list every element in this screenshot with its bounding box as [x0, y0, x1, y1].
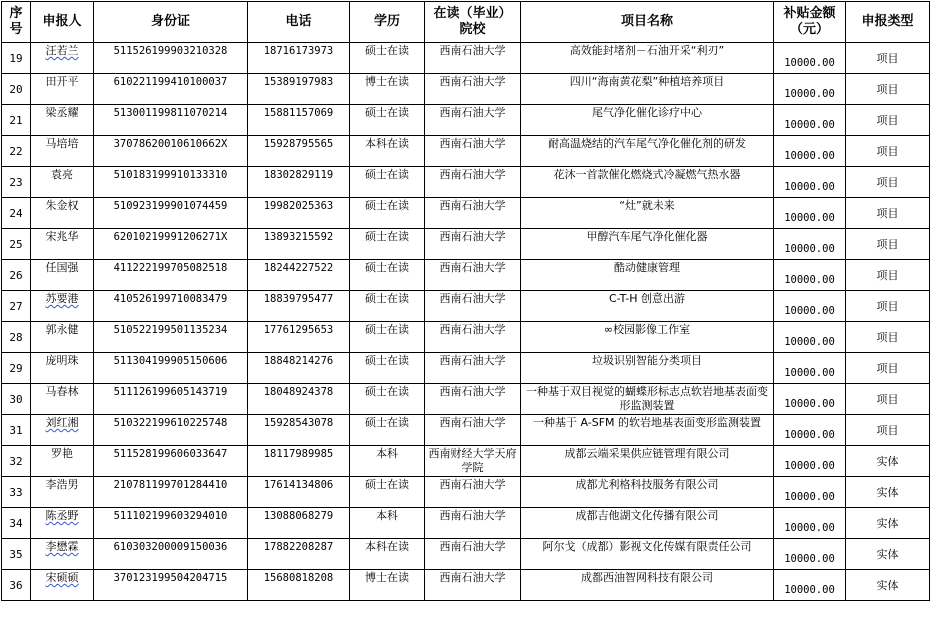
row-project-name: 尾气净化催化诊疗中心	[521, 105, 774, 136]
applicant-table	[1, 1, 930, 601]
row-applicant-name: 李懋霖	[31, 539, 94, 570]
row-project-name: 四川“海南黄花梨”种植培养项目	[521, 74, 774, 105]
header-amount: 补贴金额（元）	[774, 2, 846, 43]
row-seq: 21	[2, 105, 31, 136]
header-type: 申报类型	[846, 2, 930, 43]
row-type: 项目	[846, 260, 930, 291]
table-row	[2, 43, 930, 74]
row-school: 西南石油大学	[425, 322, 521, 353]
row-id-card: 37078620010610662X	[94, 136, 248, 167]
row-type: 项目	[846, 43, 930, 74]
header-seq: 序号	[2, 2, 31, 43]
row-school: 西南石油大学	[425, 105, 521, 136]
row-type: 项目	[846, 105, 930, 136]
row-phone: 15881157069	[248, 105, 350, 136]
row-type: 项目	[846, 136, 930, 167]
row-project-name: 高效能封堵剂－石油开采“利刃”	[521, 43, 774, 74]
row-school: 西南石油大学	[425, 384, 521, 415]
row-type: 项目	[846, 415, 930, 446]
header-education: 学历	[350, 2, 425, 43]
row-seq: 35	[2, 539, 31, 570]
row-id-card: 510522199501135234	[94, 322, 248, 353]
row-school: 西南财经大学天府学院	[425, 446, 521, 477]
row-type: 项目	[846, 198, 930, 229]
row-project-name: 花沐一首款催化燃烧式冷凝燃气热水器	[521, 167, 774, 198]
row-amount: 10000.00	[774, 260, 846, 291]
row-amount: 10000.00	[774, 74, 846, 105]
row-applicant-name: 刘红湘	[31, 415, 94, 446]
row-education: 博士在读	[350, 74, 425, 105]
row-phone: 18244227522	[248, 260, 350, 291]
row-school: 西南石油大学	[425, 539, 521, 570]
row-education: 硕士在读	[350, 105, 425, 136]
row-education: 本科	[350, 446, 425, 477]
row-applicant-name: 袁亮	[31, 167, 94, 198]
row-amount: 10000.00	[774, 291, 846, 322]
row-education: 硕士在读	[350, 260, 425, 291]
row-project-name: 垃圾识别智能分类项目	[521, 353, 774, 384]
row-amount: 10000.00	[774, 167, 846, 198]
row-school: 西南石油大学	[425, 43, 521, 74]
row-project-name: 成都西油智网科技有限公司	[521, 570, 774, 601]
row-type: 项目	[846, 322, 930, 353]
row-amount: 10000.00	[774, 322, 846, 353]
row-applicant-name: 田开平	[31, 74, 94, 105]
row-amount: 10000.00	[774, 539, 846, 570]
row-project-name: 成都云端采果供应链管理有限公司	[521, 446, 774, 477]
row-phone: 15680818208	[248, 570, 350, 601]
row-applicant-name: 庞明珠	[31, 353, 94, 384]
row-phone: 18302829119	[248, 167, 350, 198]
row-school: 西南石油大学	[425, 136, 521, 167]
row-project-name: 一种基于 A-SFM 的软岩地基表面变形监测装置	[521, 415, 774, 446]
row-phone: 19982025363	[248, 198, 350, 229]
row-seq: 33	[2, 477, 31, 508]
row-education: 硕士在读	[350, 477, 425, 508]
row-education: 硕士在读	[350, 43, 425, 74]
row-amount: 10000.00	[774, 43, 846, 74]
row-id-card: 510923199901074459	[94, 198, 248, 229]
row-project-name: “灶”就未来	[521, 198, 774, 229]
table-header-row	[2, 2, 930, 43]
row-type: 实体	[846, 539, 930, 570]
row-project-name: 成都尤利格科技服务有限公司	[521, 477, 774, 508]
table-row	[2, 260, 930, 291]
row-type: 项目	[846, 353, 930, 384]
row-amount: 10000.00	[774, 446, 846, 477]
row-applicant-name: 马春林	[31, 384, 94, 415]
row-phone: 17614134806	[248, 477, 350, 508]
row-project-name: 耐高温烧结的汽车尾气净化催化剂的研发	[521, 136, 774, 167]
row-education: 本科	[350, 508, 425, 539]
table-row	[2, 74, 930, 105]
row-applicant-name: 宋硕硕	[31, 570, 94, 601]
row-applicant-name: 苏要港	[31, 291, 94, 322]
row-seq: 19	[2, 43, 31, 74]
row-seq: 20	[2, 74, 31, 105]
row-id-card: 411222199705082518	[94, 260, 248, 291]
row-education: 硕士在读	[350, 322, 425, 353]
table-row	[2, 477, 930, 508]
row-school: 西南石油大学	[425, 198, 521, 229]
row-applicant-name: 马培培	[31, 136, 94, 167]
row-amount: 10000.00	[774, 198, 846, 229]
row-id-card: 410526199710083479	[94, 291, 248, 322]
row-type: 项目	[846, 291, 930, 322]
row-amount: 10000.00	[774, 477, 846, 508]
row-type: 实体	[846, 477, 930, 508]
row-amount: 10000.00	[774, 570, 846, 601]
table-row	[2, 446, 930, 477]
table-row	[2, 167, 930, 198]
header-school: 在读（毕业）院校	[425, 2, 521, 43]
row-education: 博士在读	[350, 570, 425, 601]
table-row	[2, 570, 930, 601]
row-type: 项目	[846, 229, 930, 260]
row-amount: 10000.00	[774, 353, 846, 384]
row-amount: 10000.00	[774, 136, 846, 167]
row-phone: 18048924378	[248, 384, 350, 415]
row-seq: 23	[2, 167, 31, 198]
row-school: 西南石油大学	[425, 570, 521, 601]
row-school: 西南石油大学	[425, 260, 521, 291]
row-applicant-name: 宋兆华	[31, 229, 94, 260]
table-row	[2, 353, 930, 384]
table-row	[2, 105, 930, 136]
row-project-name: 甲醇汽车尾气净化催化器	[521, 229, 774, 260]
row-type: 实体	[846, 446, 930, 477]
table-row	[2, 136, 930, 167]
row-id-card: 511102199603294010	[94, 508, 248, 539]
row-amount: 10000.00	[774, 508, 846, 539]
row-phone: 17882208287	[248, 539, 350, 570]
row-amount: 10000.00	[774, 384, 846, 415]
row-phone: 18848214276	[248, 353, 350, 384]
row-education: 硕士在读	[350, 291, 425, 322]
row-type: 项目	[846, 167, 930, 198]
row-project-name: C-T-H 创意出游	[521, 291, 774, 322]
row-project-name: 成都吉他湖文化传播有限公司	[521, 508, 774, 539]
row-phone: 13893215592	[248, 229, 350, 260]
row-id-card: 511528199606033647	[94, 446, 248, 477]
row-type: 项目	[846, 74, 930, 105]
row-school: 西南石油大学	[425, 291, 521, 322]
row-id-card: 510322199610225748	[94, 415, 248, 446]
row-phone: 15928795565	[248, 136, 350, 167]
row-applicant-name: 郭永健	[31, 322, 94, 353]
row-type: 项目	[846, 384, 930, 415]
row-id-card: 510183199910133310	[94, 167, 248, 198]
row-project-name: 酷动健康管理	[521, 260, 774, 291]
row-school: 西南石油大学	[425, 508, 521, 539]
table-row	[2, 291, 930, 322]
row-applicant-name: 罗艳	[31, 446, 94, 477]
row-school: 西南石油大学	[425, 229, 521, 260]
row-seq: 34	[2, 508, 31, 539]
row-applicant-name: 李浩男	[31, 477, 94, 508]
row-education: 硕士在读	[350, 415, 425, 446]
row-seq: 30	[2, 384, 31, 415]
table-row	[2, 322, 930, 353]
row-project-name: 一种基于双目视觉的蝴蝶形标志点软岩地基表面变形监测装置	[521, 384, 774, 415]
row-school: 西南石油大学	[425, 167, 521, 198]
row-school: 西南石油大学	[425, 74, 521, 105]
table-row	[2, 415, 930, 446]
row-seq: 28	[2, 322, 31, 353]
row-seq: 32	[2, 446, 31, 477]
row-type: 实体	[846, 508, 930, 539]
row-seq: 25	[2, 229, 31, 260]
row-id-card: 511304199905150606	[94, 353, 248, 384]
row-id-card: 511526199903210328	[94, 43, 248, 74]
row-id-card: 511126199605143719	[94, 384, 248, 415]
row-education: 硕士在读	[350, 229, 425, 260]
row-applicant-name: 汪若兰	[31, 43, 94, 74]
header-phone: 电话	[248, 2, 350, 43]
row-type: 实体	[846, 570, 930, 601]
row-applicant-name: 任国强	[31, 260, 94, 291]
table-row	[2, 384, 930, 415]
header-project: 项目名称	[521, 2, 774, 43]
row-education: 硕士在读	[350, 167, 425, 198]
row-amount: 10000.00	[774, 229, 846, 260]
row-seq: 22	[2, 136, 31, 167]
row-school: 西南石油大学	[425, 353, 521, 384]
table-row	[2, 198, 930, 229]
row-education: 本科在读	[350, 539, 425, 570]
row-id-card: 513001199811070214	[94, 105, 248, 136]
row-id-card: 210781199701284410	[94, 477, 248, 508]
row-applicant-name: 朱金权	[31, 198, 94, 229]
row-education: 硕士在读	[350, 384, 425, 415]
row-id-card: 370123199504204715	[94, 570, 248, 601]
row-applicant-name: 陈丞野	[31, 508, 94, 539]
row-phone: 17761295653	[248, 322, 350, 353]
row-phone: 15389197983	[248, 74, 350, 105]
row-phone: 18117989985	[248, 446, 350, 477]
row-id-card: 610303200009150036	[94, 539, 248, 570]
row-seq: 24	[2, 198, 31, 229]
table-row	[2, 229, 930, 260]
row-project-name: 阿尔戈（成都）影视文化传媒有限责任公司	[521, 539, 774, 570]
row-seq: 26	[2, 260, 31, 291]
row-school: 西南石油大学	[425, 415, 521, 446]
header-applicant: 申报人	[31, 2, 94, 43]
row-amount: 10000.00	[774, 415, 846, 446]
row-education: 本科在读	[350, 136, 425, 167]
row-amount: 10000.00	[774, 105, 846, 136]
table-row	[2, 508, 930, 539]
row-education: 硕士在读	[350, 198, 425, 229]
row-id-card: 62010219991206271X	[94, 229, 248, 260]
row-phone: 18839795477	[248, 291, 350, 322]
row-education: 硕士在读	[350, 353, 425, 384]
table-row	[2, 539, 930, 570]
row-phone: 15928543078	[248, 415, 350, 446]
row-applicant-name: 梁丞耀	[31, 105, 94, 136]
row-id-card: 610221199410100037	[94, 74, 248, 105]
row-phone: 13088068279	[248, 508, 350, 539]
row-project-name: ∞校园影像工作室	[521, 322, 774, 353]
row-seq: 36	[2, 570, 31, 601]
header-id-card: 身份证	[94, 2, 248, 43]
row-school: 西南石油大学	[425, 477, 521, 508]
row-seq: 27	[2, 291, 31, 322]
row-phone: 18716173973	[248, 43, 350, 74]
row-seq: 29	[2, 353, 31, 384]
row-seq: 31	[2, 415, 31, 446]
